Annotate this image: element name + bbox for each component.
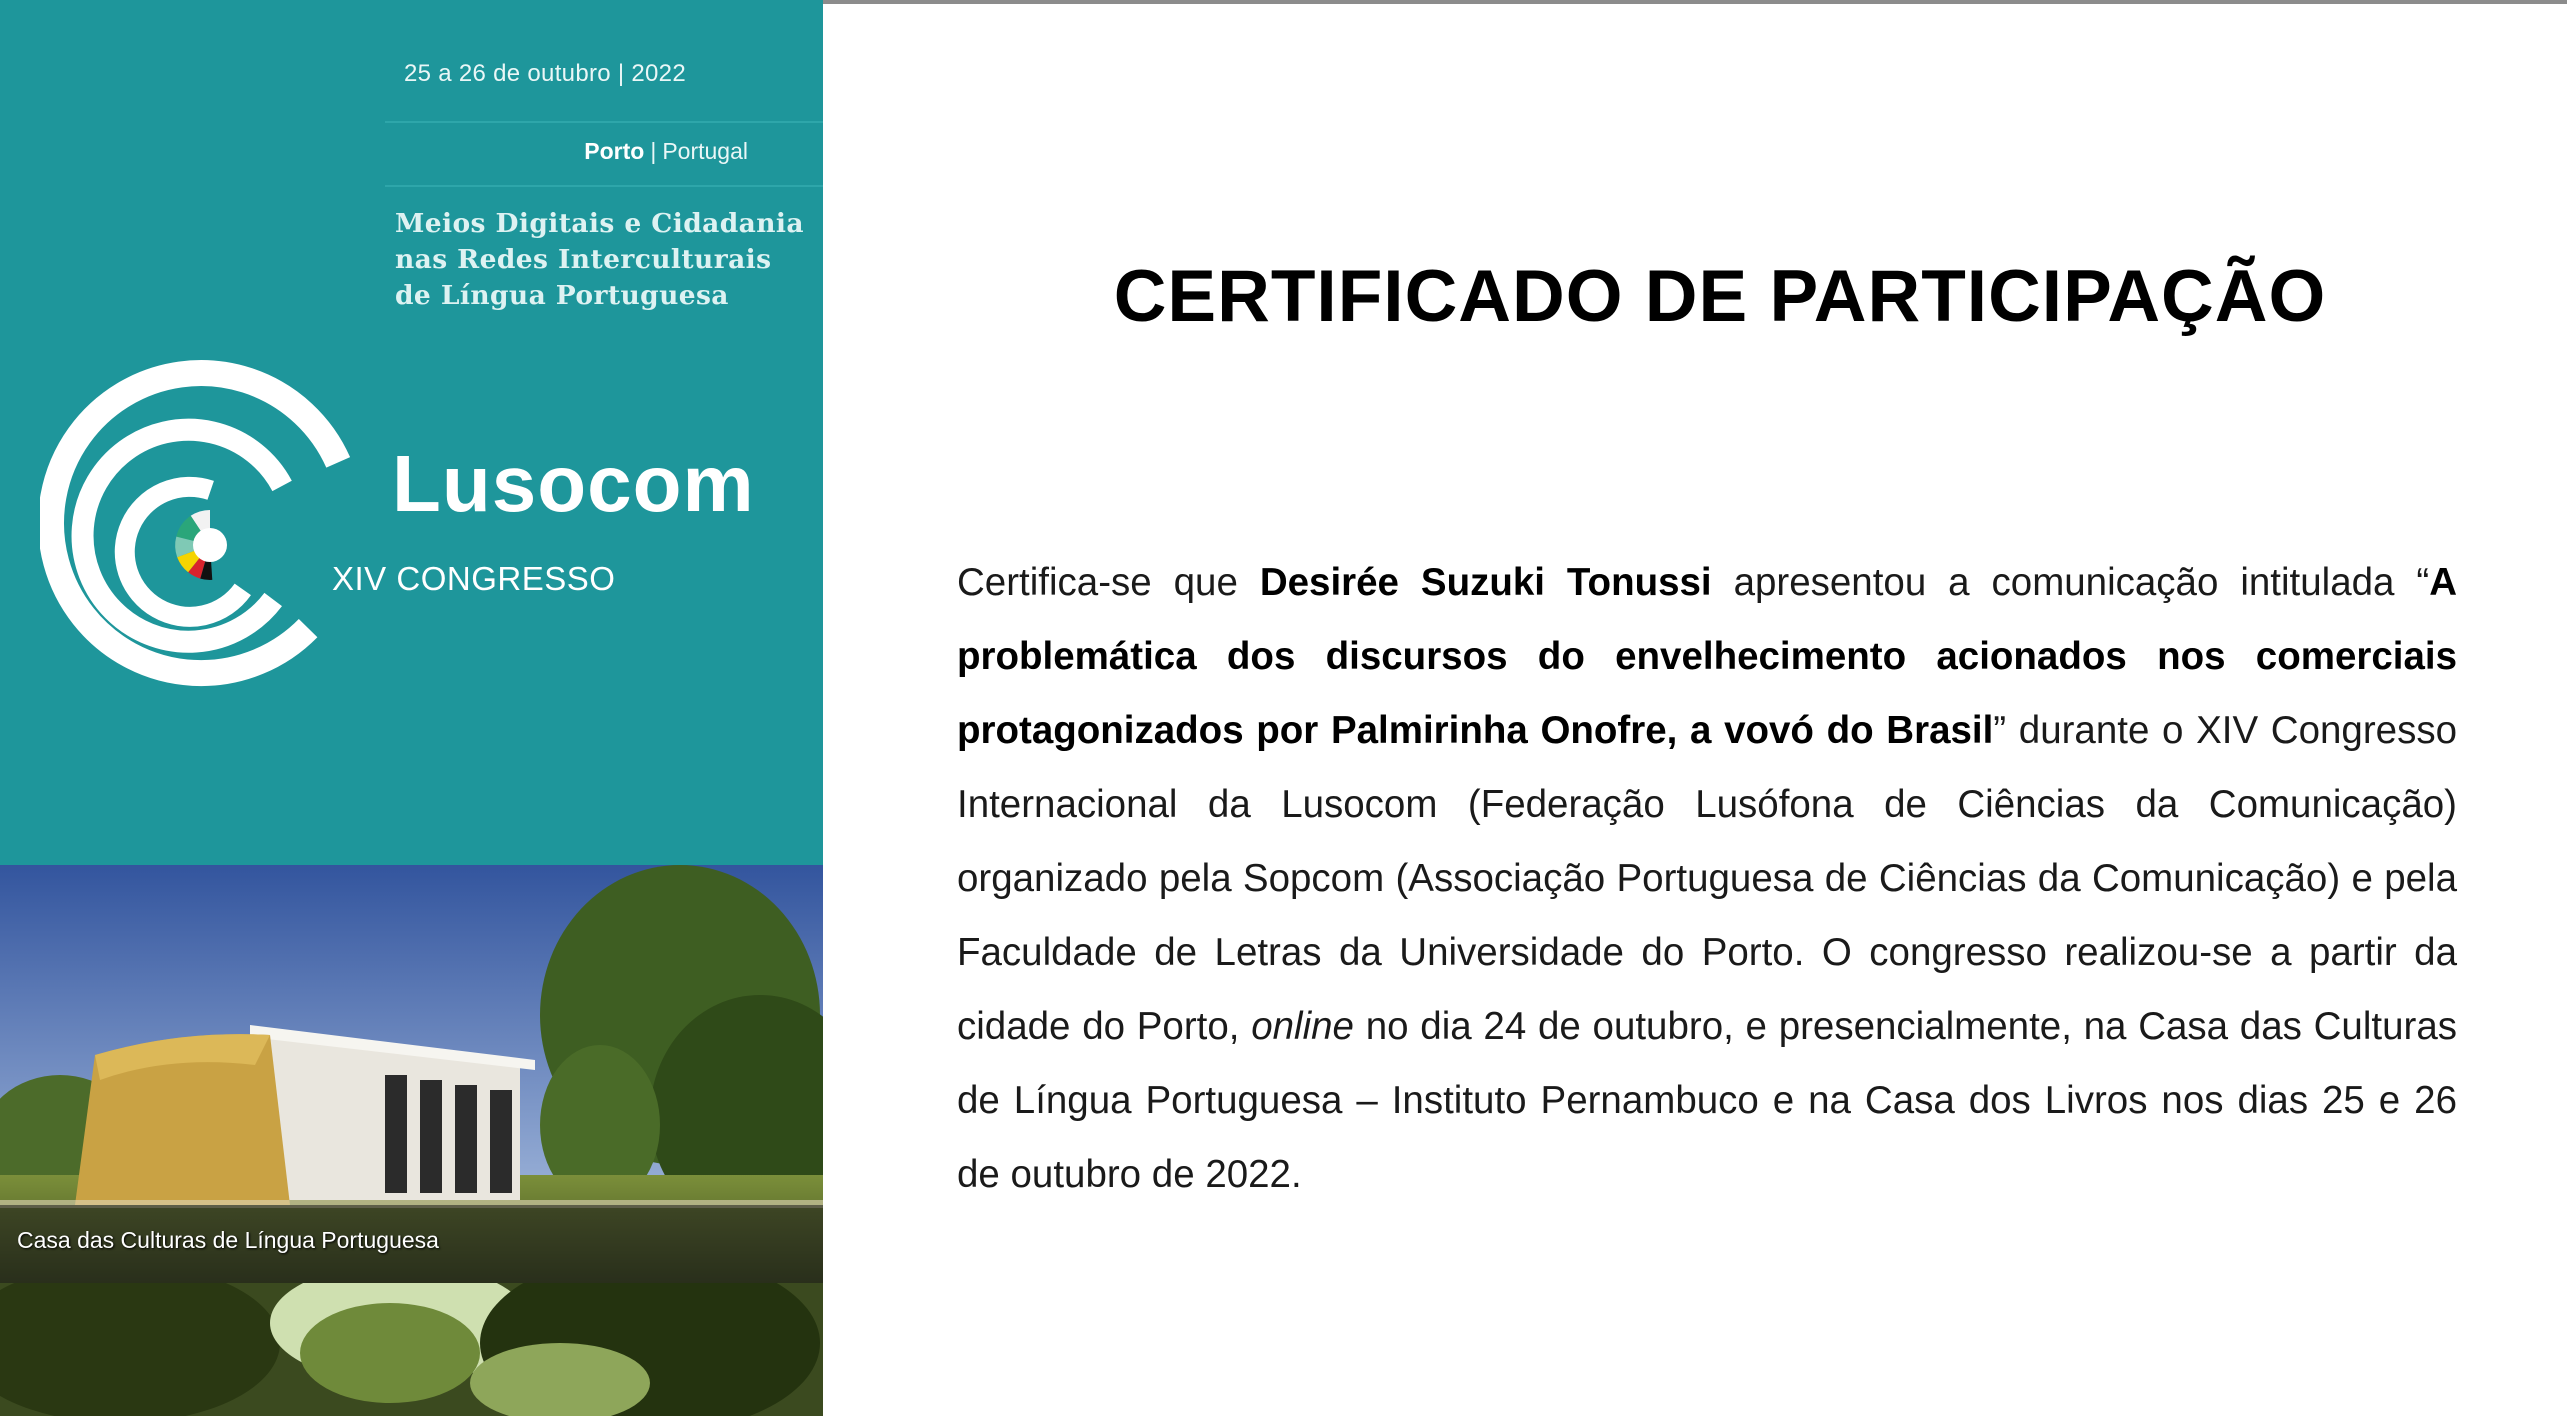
brand-name: Lusocom <box>392 439 755 528</box>
body-text: ” durante o XIV Congresso Internacional da Lusocom (Federação Lusófona de Ciências da Comunicação) organizado pela Sopcom (Associação Portuguesa de Ciências da Comunicação) e pela Faculdade de Letras da Universidade do Porto. O congresso realizou-se a partir da cidade do Porto, <box>957 709 2457 1048</box>
garden-illustration <box>0 1283 823 1416</box>
event-city: Porto <box>584 138 645 164</box>
body-text: apresentou a comunicação intitulada “ <box>1711 561 2430 604</box>
congress-theme <box>395 206 815 314</box>
congress-banner <box>0 0 823 1416</box>
location-separator: | <box>650 138 657 164</box>
theme-line: nas Redes Interculturais <box>395 244 772 275</box>
photo-caption: Casa das Culturas de Língua Portuguesa <box>17 1227 439 1253</box>
event-date: 25 a 26 de outubro | 2022 <box>404 60 686 87</box>
event-country: Portugal <box>662 138 748 164</box>
divider-line <box>385 121 823 123</box>
venue-photo <box>0 865 823 1283</box>
body-text: no dia 24 de outubro, e presencialmente, na Casa das Culturas de Língua Portuguesa – Instituto Pernambuco e na Casa dos Livros nos dias 25 e 26 de outubro de 2022. <box>957 1005 2457 1196</box>
venue-illustration <box>0 865 823 1283</box>
theme-line: Meios Digitais e Cidadania <box>395 208 804 239</box>
online-word: online <box>1251 1005 1354 1048</box>
event-location <box>584 138 748 165</box>
participant-name: Desirée Suzuki Tonussi <box>1259 561 1712 604</box>
certificate-title: CERTIFICADO DE PARTICIPAÇÃO <box>1113 256 2327 337</box>
theme-line: de Língua Portuguesa <box>395 280 729 311</box>
certificate-body <box>957 546 2457 1212</box>
lusocom-logo-icon <box>40 360 370 710</box>
garden-photo <box>0 1283 823 1416</box>
body-text: Certifica-se que <box>957 561 1260 604</box>
communication-title: A problemática dos discursos do envelhecimento acionados nos comerciais protagonizados por Palmirinha Onofre, a vovó do Brasil <box>957 561 2458 752</box>
divider-line <box>385 185 823 187</box>
congress-edition: XIV CONGRESSO <box>332 560 616 597</box>
